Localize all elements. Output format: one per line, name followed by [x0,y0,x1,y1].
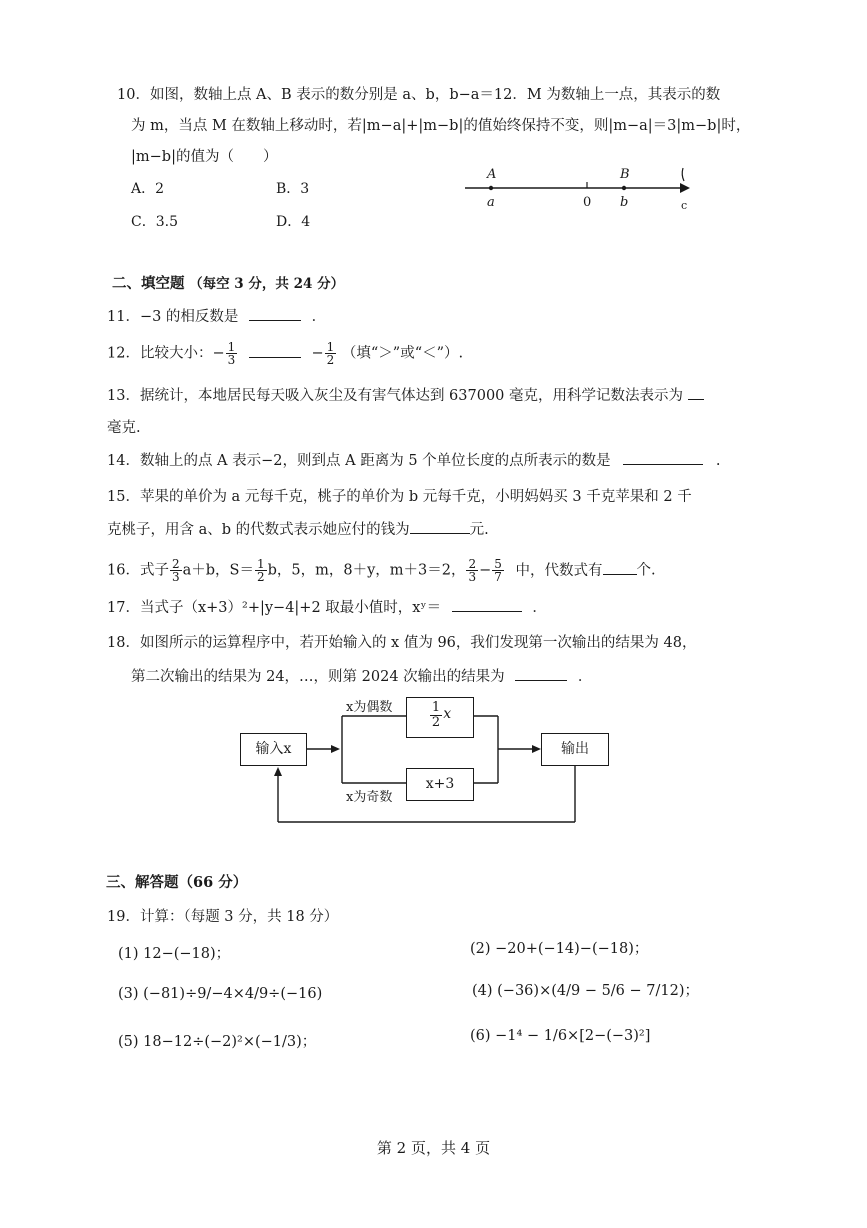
section2-title: 二、填空题 [112,275,185,292]
q14-text: 14．数轴上的点 A 表示−2，则到点 A 距离为 5 个单位长度的点所表示的数是 [107,453,611,469]
q16-f4-den: 7 [494,570,502,584]
q10-option-a: A．2 [131,181,165,197]
section2-note: （每空 3 分，共 24 分） [189,276,345,292]
flow-odd-label: x为奇数 [346,790,393,805]
q16-fraction-2 [255,558,267,583]
q16 [107,558,656,583]
q19-item-6: (6) −1⁴ − 1/6×[2−(−3)²] [470,1028,651,1044]
q19-item-3: (3) (−81)÷9/−4×4/9÷(−16) [118,986,323,1002]
q12-f2-num: 1 [326,340,335,354]
numberline-label-A: A [487,167,497,182]
q16-p5: 中，代数式有 [515,562,603,579]
q18-line1: 18．如图所示的运算程序中，若开始输入的 x 值为 96，我们发现第一次输出的结果为 48， [107,635,697,651]
q11-answer-blank[interactable] [249,306,301,321]
q18-answer-blank[interactable] [515,666,567,681]
q13-line2: 毫克. [107,420,141,436]
flow-half-box [406,697,474,738]
q10-option-b: B．3 [276,181,310,197]
q19-title: 19．计算：（每题 3 分，共 18 分） [107,909,339,925]
q17-text: 17．当式子（x+3）²+|y−4|+2 取最小值时，xʸ＝ [107,600,442,616]
flow-half-den: 2 [431,715,441,730]
q10-option-d: D．4 [276,214,311,230]
q12-f1-num: 1 [227,340,236,354]
numberline-label-a: a [487,195,495,210]
q19-item-4: (4) (−36)×(4/9 − 5/6 − 7/12)； [472,983,699,999]
flow-input-box: 输入x [240,733,307,766]
q12-f1-den: 3 [227,353,236,367]
q12-suffix: （填“＞”或“＜”）. [341,345,464,362]
q16-fraction-3 [466,558,478,583]
q17-answer-blank[interactable] [452,597,522,612]
q15-end: 元. [469,522,489,538]
q16-p2: a＋b，S＝ [182,562,254,579]
q16-fraction-1 [170,558,182,583]
q12-prefix: 12．比较大小：− [107,345,225,362]
q12-fraction-2 [325,341,337,366]
q16-f1-den: 3 [171,570,180,584]
numberline-label-zero: 0 [583,195,592,210]
q16-p3: b，5，m，8＋y，m＋3＝2， [267,562,466,579]
q19-item-5: (5) 18−12÷(−2)²×(−1/3)； [118,1034,317,1050]
numberline-label-B: B [620,167,630,182]
flow-even-label: x为偶数 [346,700,393,715]
q10-line2: 为 m，当点 M 在数轴上移动时，若|m−a|+|m−b|的值始终保持不变，则|m−a|＝3|m−b|时， [131,118,751,134]
q16-f3-den: 3 [468,570,477,584]
section2-heading [112,274,344,294]
q10-option-c: C．3.5 [131,214,178,230]
q17 [107,597,547,618]
q16-f4-num: 5 [494,557,502,571]
flow-half-num: 1 [431,700,441,715]
q15-line2-text: 克桃子，用含 a、b 的代数式表示她应付的钱为 [107,522,410,538]
q16-f2-den: 2 [256,570,265,584]
q16-p1: 16．式子 [107,562,169,579]
q14 [107,450,720,471]
q13-line1-text: 13．据统计，本地居民每天吸入灰尘及有害气体达到 637000 毫克，用科学记数法表示为 [107,388,684,404]
numberline-label-end: c [681,199,688,212]
q18-line2 [131,666,592,687]
q16-f3-num: 2 [468,557,477,571]
q16-f1-num: 2 [171,557,180,571]
number-line [465,168,690,193]
q15-answer-blank[interactable] [410,519,470,534]
q16-p4: − [479,562,492,579]
q17-end: ． [532,600,547,616]
q16-end: 个. [636,562,656,579]
q16-fraction-4 [492,558,504,583]
section3-title: 三、解答题（66 分） [106,874,248,891]
page-footer: 第 2 页，共 4 页 [376,1139,491,1157]
q14-answer-blank[interactable] [623,450,703,465]
q15-line1: 15．苹果的单价为 a 元每千克，桃子的单价为 b 元每千克，小明妈妈买 3 千克苹果和 2 千 [107,489,692,505]
q13-line1 [107,385,704,406]
q16-f2-num: 1 [256,557,265,571]
q10-line1: 10．如图，数轴上点 A、B 表示的数分别是 a、b，b−a＝12．M 为数轴上一点，其表示的数 [117,87,721,103]
flow-plus3-box: x+3 [406,768,474,801]
q12 [107,341,463,366]
q15-line2 [107,519,489,540]
q19-item-2: (2) −20+(−14)−(−18)； [470,941,649,957]
q16-answer-blank[interactable] [603,560,637,575]
q12-f2-den: 2 [326,353,335,367]
q18-line2-text: 第二次输出的结果为 24，…，则第 2024 次输出的结果为 [131,669,505,685]
q12-answer-blank[interactable] [249,343,301,358]
q11 [107,306,326,327]
q11-text: 11．−3 的相反数是 [107,309,239,325]
q12-mid: − [311,345,324,362]
q12-fraction-1 [226,341,238,366]
q18-end: ． [577,669,593,685]
numberline-label-b: b [620,195,629,210]
flow-output-box: 输出 [541,733,609,766]
flow-half-fraction [430,701,442,730]
q19-item-1: (1) 12−(−18)； [118,946,231,962]
q11-end: ． [311,309,327,325]
q13-answer-blank[interactable] [688,385,704,400]
q14-end: . [715,453,721,469]
q10-line3: |m−b|的值为（ ） [131,149,278,165]
flow-half-var: x [443,706,452,722]
